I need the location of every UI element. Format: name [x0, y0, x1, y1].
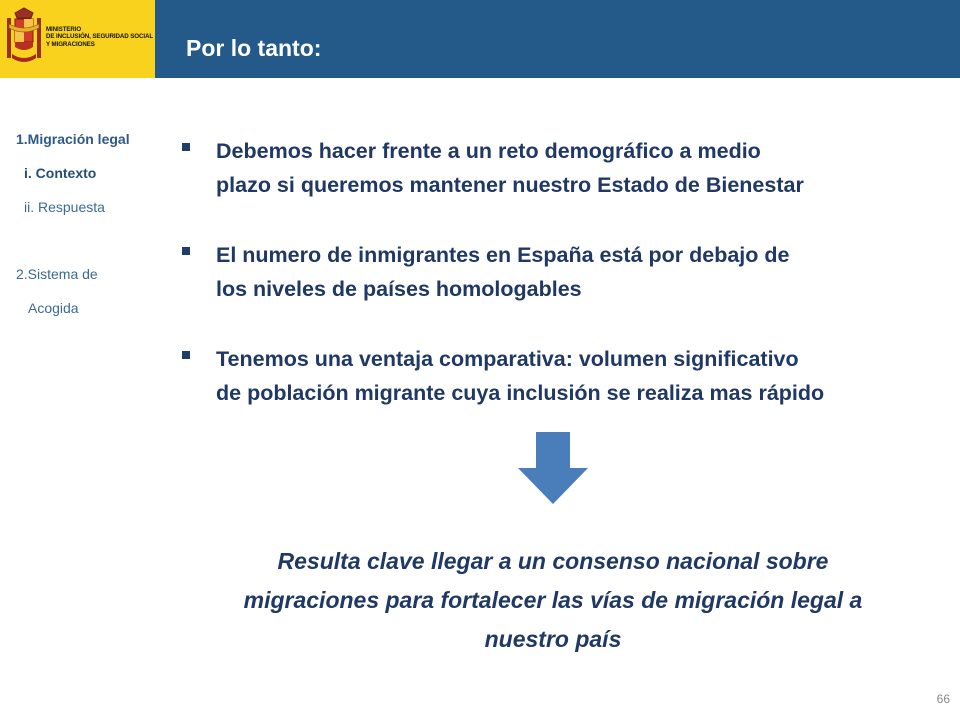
ministry-name-line-2: DE INCLUSIÓN, SEGURIDAD SOCIAL	[46, 33, 154, 41]
bullet-line: El numero de inmigrantes en España está por debajo de	[216, 243, 790, 267]
nav-item-respuesta[interactable]: ii. Respuesta	[24, 199, 105, 215]
bullet-line: plazo si queremos mantener nuestro Estado de Bienestar	[216, 173, 804, 197]
conclusion-line: Resulta clave llegar a un consenso nacional sobre	[277, 548, 829, 574]
ministry-name-line-3: Y MIGRACIONES	[46, 40, 95, 48]
square-bullet-icon	[182, 143, 190, 151]
slide-title: Por lo tanto:	[186, 35, 322, 61]
title-bar	[155, 0, 960, 78]
square-bullet-icon	[182, 351, 190, 359]
ministry-logo	[0, 0, 155, 78]
nav-item-sistema-de-acogida[interactable]: 2.Sistema de	[16, 266, 98, 282]
square-bullet-icon	[182, 247, 190, 255]
nav-item-migracion-legal[interactable]: 1.Migración legal	[16, 131, 130, 147]
nav-item-acogida[interactable]: Acogida	[28, 300, 79, 316]
bullet-text	[216, 134, 946, 202]
bullet-line: Debemos hacer frente a un reto demográfico a medio	[216, 139, 761, 163]
bullet-line: los niveles de países homologables	[216, 277, 582, 301]
bullet-line: Tenemos una ventaja comparativa: volumen significativo	[216, 347, 799, 371]
down-arrow-icon	[518, 432, 588, 504]
conclusion-line: nuestro país	[484, 626, 622, 652]
bullet-line: de población migrante cuya inclusión se realiza mas rápido	[216, 381, 825, 405]
ministry-name	[46, 26, 154, 48]
bullet-text	[216, 238, 946, 306]
conclusion-statement	[170, 542, 936, 659]
bullet-text	[216, 342, 946, 410]
page-number: 66	[936, 692, 950, 706]
ministry-name-line-1: MINISTERIO	[46, 26, 82, 33]
nav-item-contexto[interactable]: i. Contexto	[24, 165, 97, 181]
coat-of-arms-icon	[6, 6, 42, 68]
conclusion-line: migraciones para fortalecer las vías de migración legal a	[243, 587, 863, 613]
